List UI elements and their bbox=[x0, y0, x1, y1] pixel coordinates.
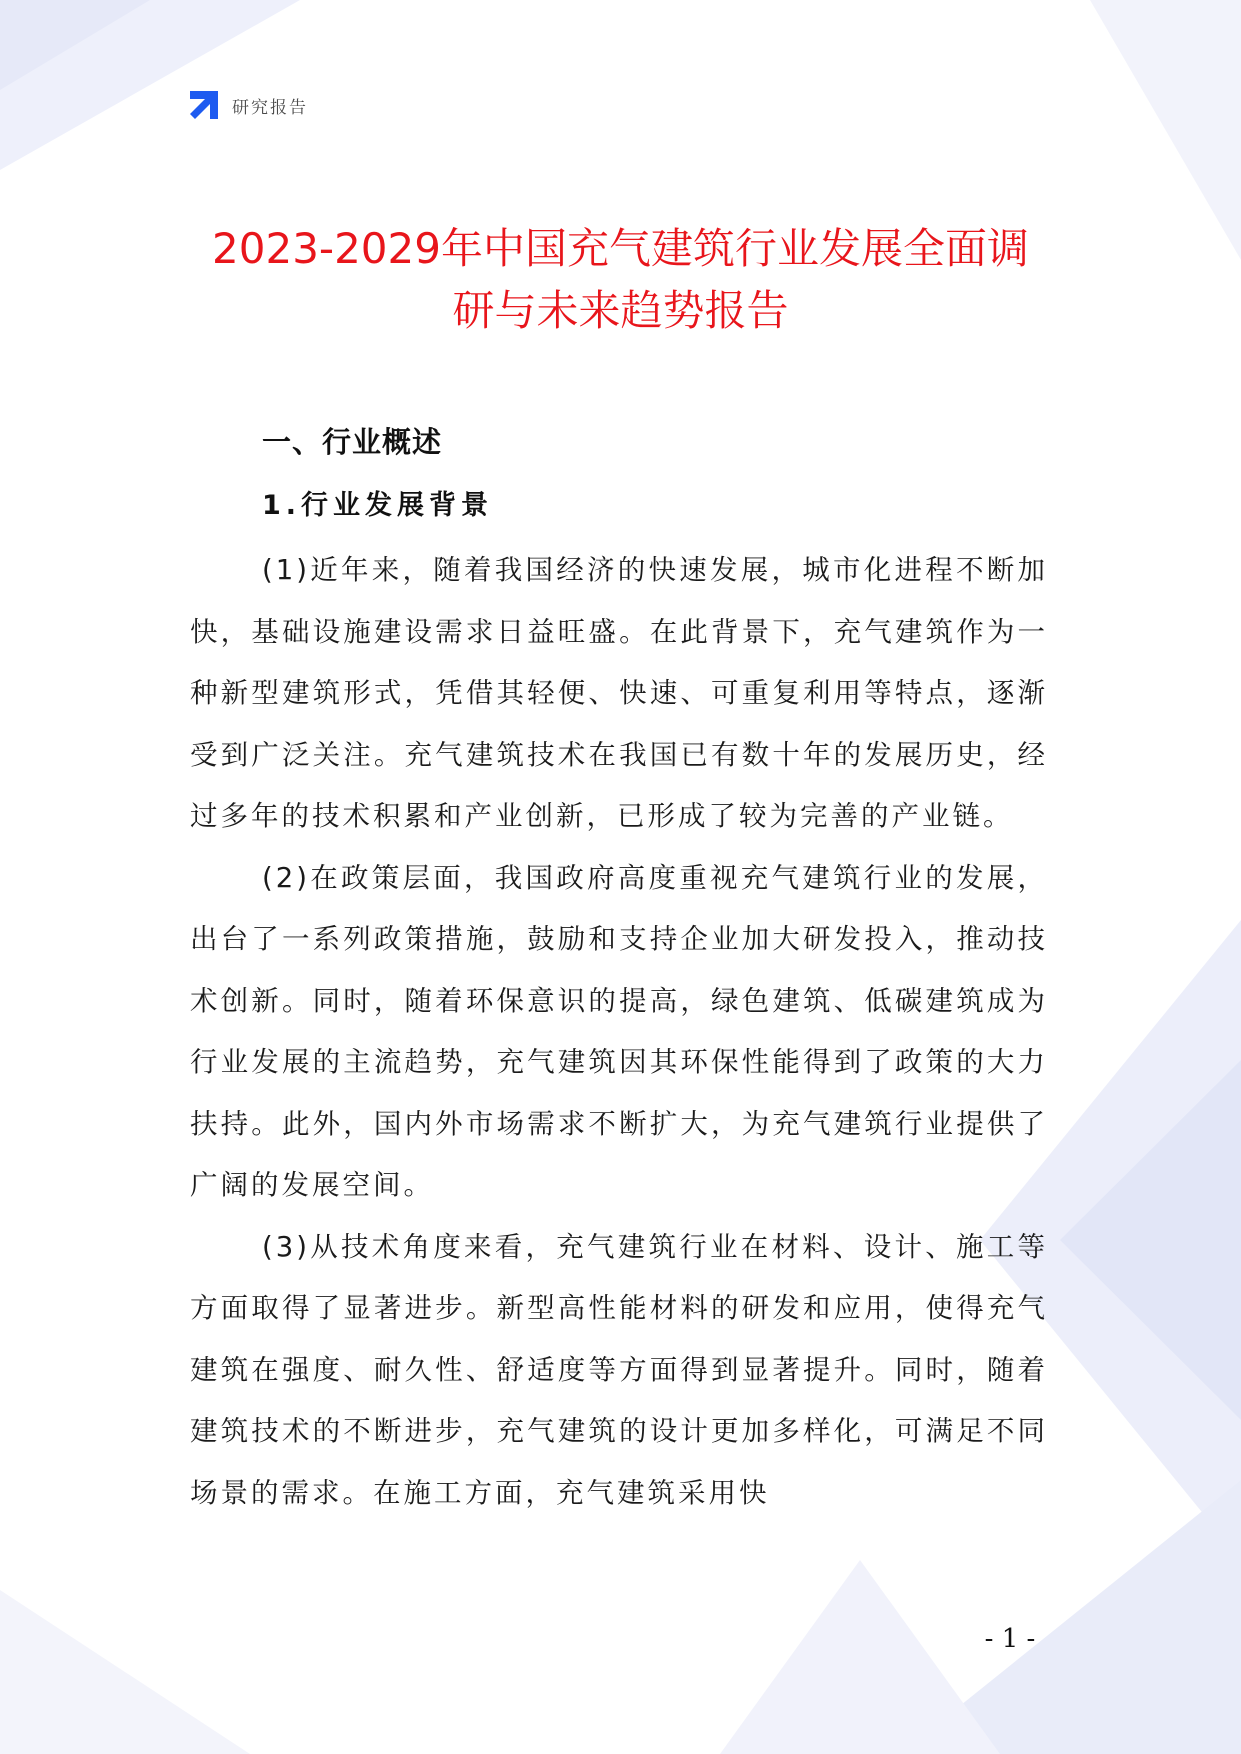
document-body bbox=[190, 416, 1048, 1524]
page-number: - 1 - bbox=[984, 1624, 1036, 1654]
title-line-2: 研与未来趋势报告 bbox=[452, 286, 789, 335]
document-title bbox=[150, 218, 1091, 342]
sub-heading: 1.行业发展背景 bbox=[262, 490, 494, 521]
paragraph-3: (3)从技术角度来看，充气建筑行业在材料、设计、施工等方面取得了显著进步。新型高性能材料的研发和应用，使得充气建筑在强度、耐久性、舒适度等方面得到显著提升。同时，随着建筑技术的不断进步，充气建筑的设计更加多样化，可满足不同场景的需求。在施工方面，充气建筑采用快 bbox=[190, 1230, 1048, 1509]
header-label: 研究报告 bbox=[232, 97, 308, 118]
report-header bbox=[188, 88, 308, 122]
paragraph-2: (2)在政策层面，我国政府高度重视充气建筑行业的发展，出台了一系列政策措施，鼓励和支持企业加大研发投入，推动技术创新。同时，随着环保意识的提高，绿色建筑、低碳建筑成为行业发展的主流趋势，充气建筑因其环保性能得到了政策的大力扶持。此外，国内外市场需求不断扩大，为充气建筑行业提供了广阔的发展空间。 bbox=[190, 861, 1048, 1201]
paragraph-1: (1)近年来，随着我国经济的快速发展，城市化进程不断加快，基础设施建设需求日益旺盛。在此背景下，充气建筑作为一种新型建筑形式，凭借其轻便、快速、可重复利用等特点，逐渐受到广泛关注。充气建筑技术在我国已有数十年的发展历史，经过多年的技术积累和产业创新，已形成了较为完善的产业链。 bbox=[190, 554, 1048, 832]
title-line-1: 2023-2029年中国充气建筑行业发展全面调 bbox=[212, 224, 1029, 273]
arrow-up-right-icon bbox=[188, 89, 220, 121]
section-heading: 一、行业概述 bbox=[262, 425, 443, 459]
